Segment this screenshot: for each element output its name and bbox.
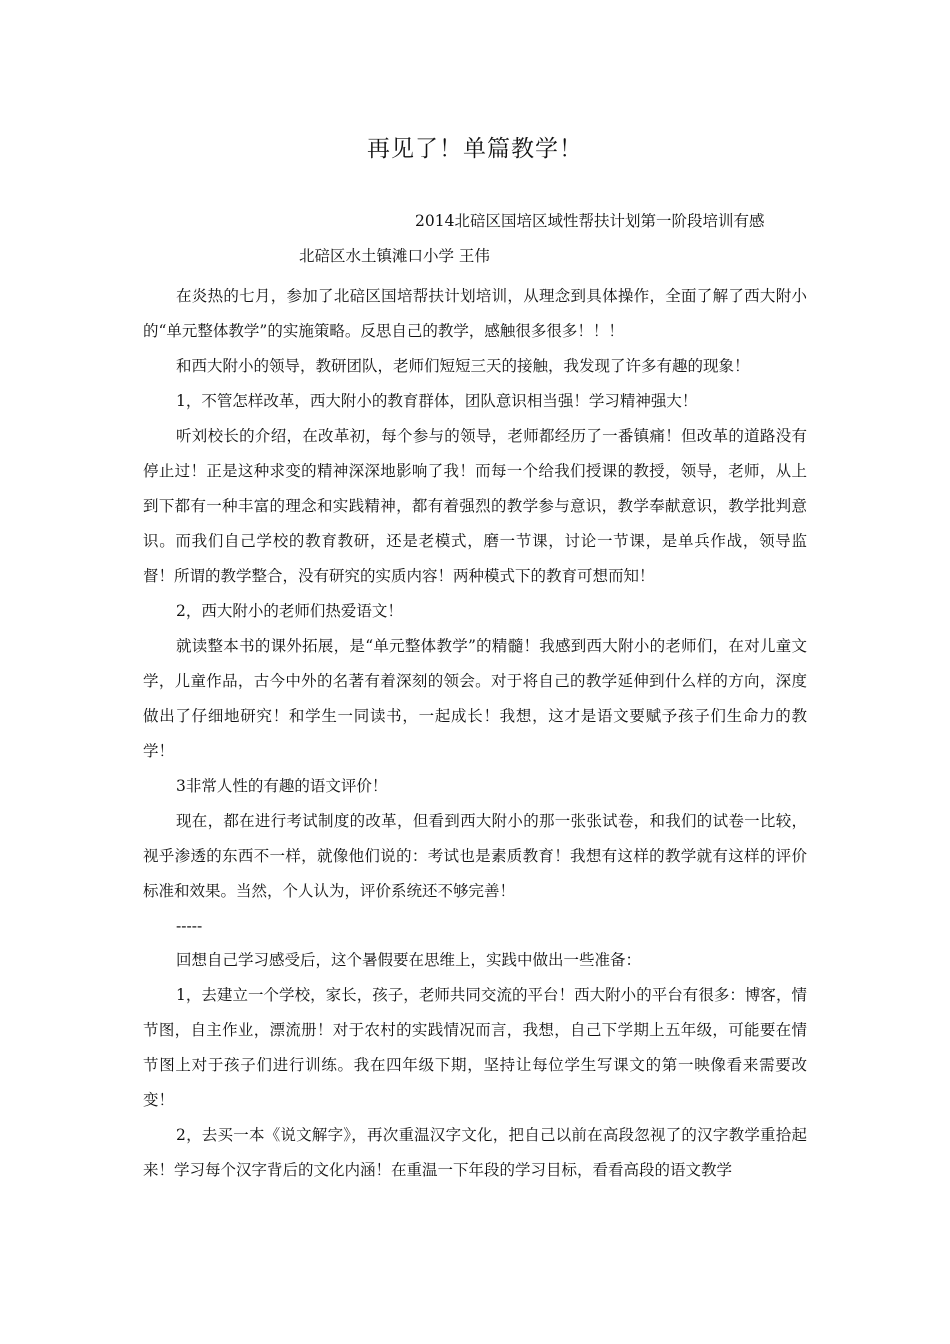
document-title: 再见了！单篇教学！	[367, 136, 583, 162]
paragraph: 回想自己学习感受后，这个暑假要在思维上，实践中做出一些准备：	[176, 951, 642, 969]
paragraph: 和西大附小的领导，教研团队，老师们短短三天的接触，我发现了许多有趣的现象！	[176, 357, 750, 375]
paragraph-heading: 1，不管怎样改革，西大附小的教育群体，团队意识相当强！学习精神强大！	[176, 392, 698, 410]
document-author: 北碚区水土镇滩口小学 王伟	[299, 247, 490, 265]
paragraph: 2，去买一本《说文解字》，再次重温汉字文化，把自己以前在高段忽视了的汉字教学重拾起来！学习每个汉字背后的文化内涵！在重温一下年段的学习目标，看看高段的语文教学	[143, 1126, 807, 1179]
paragraph: 现在，都在进行考试制度的改革，但看到西大附小的那一张张试卷，和我们的试卷一比较，视乎渗透的东西不一样，就像他们说的：考试也是素质教育！我想有这样的教学就有这样的评价标准和效果。当然，个人认为，评价系统还不够完善！	[143, 812, 807, 900]
paragraph: 在炎热的七月，参加了北碚区国培帮扶计划培训，从理念到具体操作，全面了解了西大附小的“单元整体教学”的实施策略。反思自己的教学，感触很多很多！！！	[143, 287, 807, 340]
paragraph: 就读整本书的课外拓展，是“单元整体教学”的精髓！我感到西大附小的老师们，在对儿童文学，儿童作品，古今中外的名著有着深刻的领会。对于将自己的教学延伸到什么样的方向，深度做出了仔细地研究！和学生一同读书，一起成长！我想，这才是语文要赋予孩子们生命力的教学！	[143, 637, 807, 760]
paragraph: 1，去建立一个学校，家长，孩子，老师共同交流的平台！西大附小的平台有很多：博客，情节图，自主作业，漂流册！对于农村的实践情况而言，我想，自己下学期上五年级，可能要在情节图上对于孩子们进行训练。我在四年级下期，坚持让每位学生写课文的第一映像看来需要改变！	[143, 986, 807, 1109]
paragraph-heading: 3非常人性的有趣的语文评价！	[176, 777, 388, 795]
paragraph-heading: 2，西大附小的老师们热爱语文！	[176, 602, 403, 620]
document-body	[143, 279, 807, 1188]
separator-line: -----	[176, 917, 203, 935]
paragraph: 听刘校长的介绍，在改革初，每个参与的领导，老师都经历了一番镇痛！但改革的道路没有停止过！正是这种求变的精神深深地影响了我！而每一个给我们授课的教授，领导，老师，从上到下都有一种丰富的理念和实践精神，都有着强烈的教学参与意识，教学奉献意识，教学批判意识。而我们自己学校的教育教研，还是老模式，磨一节课，讨论一节课，是单兵作战，领导监督！所谓的教学整合，没有研究的实质内容！两种模式下的教育可想而知！	[143, 427, 807, 585]
document-subtitle: 2014北碚区国培区域性帮扶计划第一阶段培训有感	[415, 212, 765, 230]
